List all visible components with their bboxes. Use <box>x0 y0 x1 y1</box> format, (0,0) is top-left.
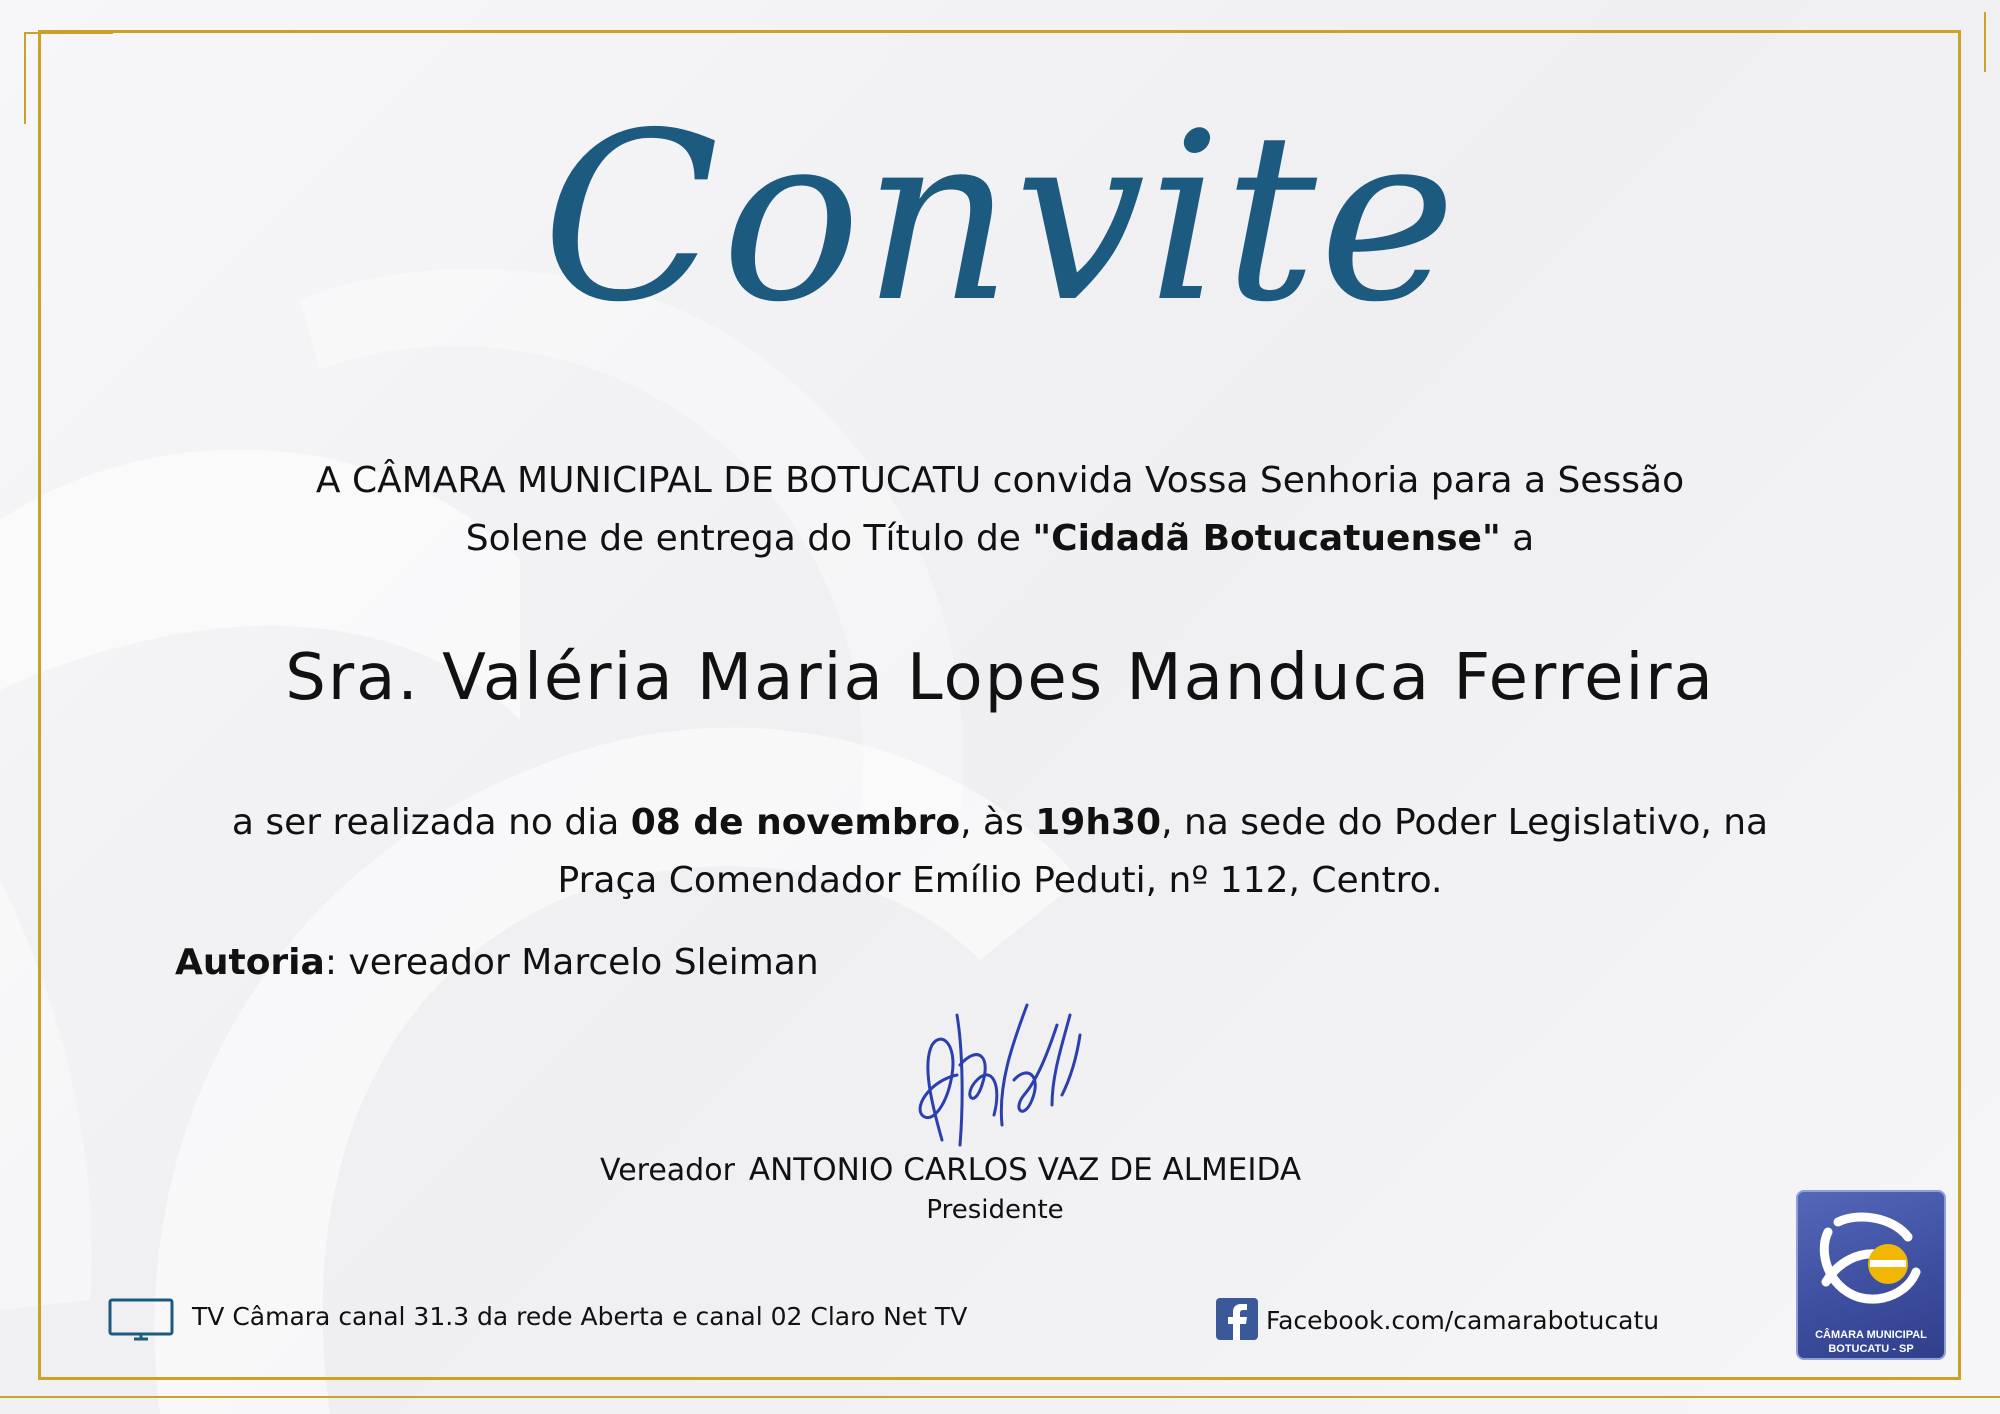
camara-emblem-icon <box>1798 1192 1944 1322</box>
logo-line-2: BOTUCATU - SP <box>1828 1343 1914 1355</box>
intro-paragraph <box>0 452 2000 568</box>
details-text-b: , às <box>960 802 1036 843</box>
handwritten-signature <box>902 985 1102 1155</box>
tv-monitor-icon <box>108 1298 174 1342</box>
facebook-f-glyph-icon <box>1216 1298 1258 1340</box>
camara-municipal-logo <box>1796 1190 1946 1360</box>
author-label: Autoria <box>175 942 325 983</box>
intro-line-1: A CÂMARA MUNICIPAL DE BOTUCATU convida Vossa Senhoria para a Sessão <box>315 460 1685 501</box>
details-text-a: a ser realizada no dia <box>231 802 631 843</box>
logo-line-1: CÂMARA MUNICIPAL <box>1815 1329 1927 1341</box>
event-date: 08 de novembro <box>630 802 961 843</box>
signatory-line <box>600 1148 1301 1193</box>
details-line-2: Praça Comendador Emílio Peduti, nº 112, Centro. <box>557 860 1443 901</box>
honoree-name: Sra. Valéria Maria Lopes Manduca Ferreira <box>285 641 1715 715</box>
signatory-name: ANTONIO CARLOS VAZ DE ALMEIDA <box>748 1152 1302 1188</box>
details-line-1 <box>0 794 2000 852</box>
author-value: : vereador Marcelo Sleiman <box>324 942 819 983</box>
event-time: 19h30 <box>1035 802 1162 843</box>
gold-corner-accent <box>24 32 113 34</box>
intro-line-2-end: a <box>1500 518 1535 559</box>
invitation-title: Convite <box>541 83 1459 353</box>
facebook-icon <box>1216 1298 1258 1340</box>
title-honor-name: "Cidadã Botucatuense" <box>1032 518 1501 559</box>
event-details <box>0 794 2000 910</box>
signatory-role: Presidente <box>926 1195 1064 1225</box>
authorship <box>175 938 819 988</box>
signatory-role-row <box>0 1192 2000 1228</box>
facebook-link[interactable]: Facebook.com/camarabotucatu <box>1266 1306 1660 1335</box>
gold-corner-accent <box>1984 12 1986 72</box>
gold-bottom-rule <box>0 1396 2000 1398</box>
signatory-title: Vereador <box>600 1153 735 1188</box>
details-text-c: , na sede do Poder Legislativo, na <box>1161 802 1769 843</box>
tv-channel-info: TV Câmara canal 31.3 da rede Aberta e canal 02 Claro Net TV <box>192 1302 968 1331</box>
intro-line-2-text: Solene de entrega do Título de <box>465 518 1033 559</box>
intro-line-2 <box>0 510 2000 568</box>
